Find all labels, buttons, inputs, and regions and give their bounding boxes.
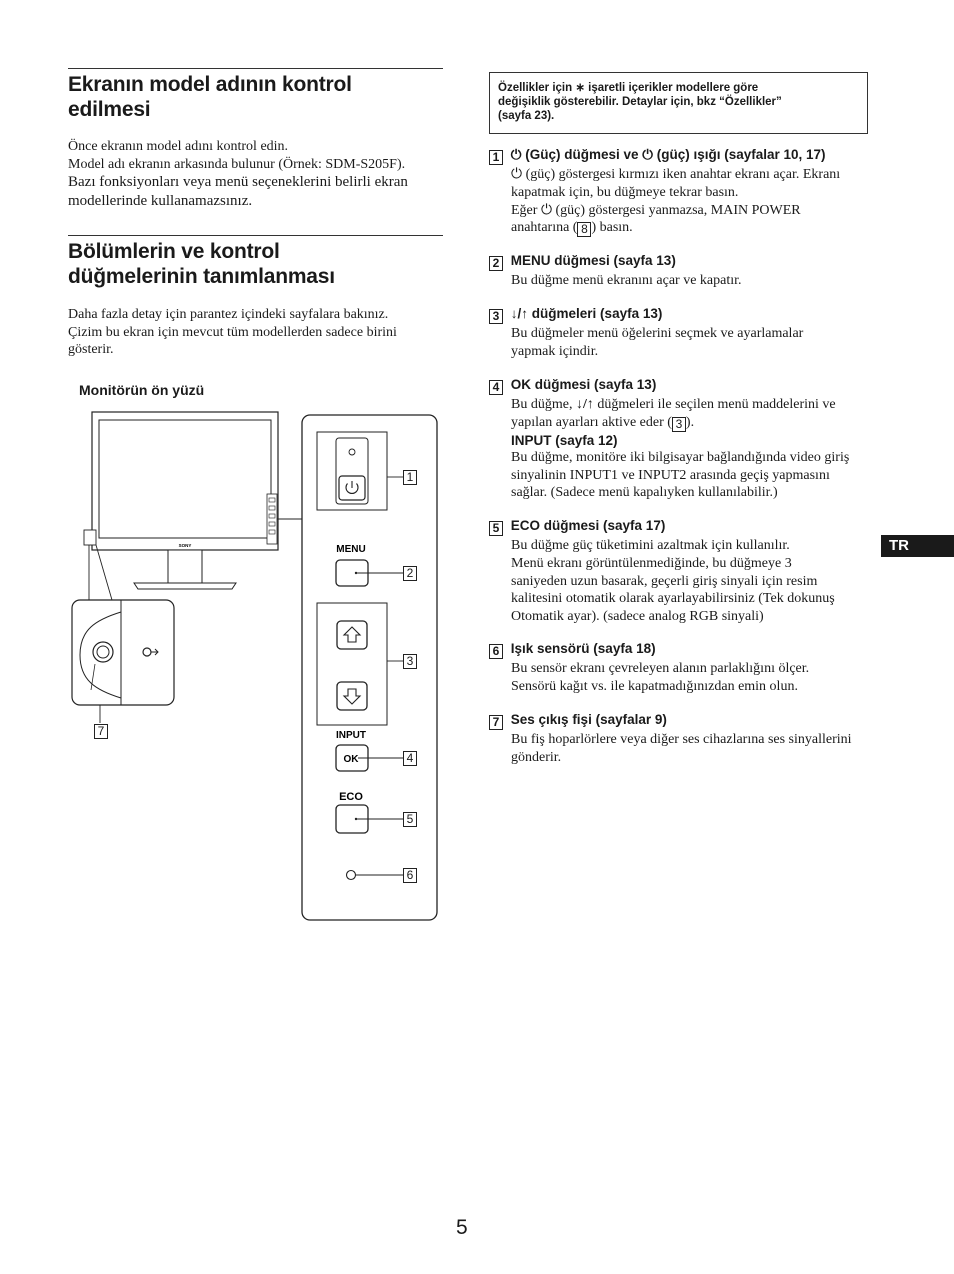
paragraph-line: modellerinde kullanamazsınız. [68,193,253,209]
ok-label: OK [343,754,359,765]
body-line: Bu düğme, monitöre iki bilgisayar bağlandığında video giriş [511,449,850,465]
body-text: düğmeleri ile seçilen menü maddelerini ve [597,397,836,412]
paragraph-line: gösterir. [68,342,114,357]
title-line: edilmesi [68,98,151,121]
item-number: 3 [489,309,503,324]
item-eco [489,517,869,626]
body-line: Bu düğme güç tüketimini azaltmak için kullanılır. [511,538,790,553]
title-part: MENU düğmesi (sayfa 13) [510,253,676,268]
item-body [489,272,869,290]
item-title [489,517,869,536]
page-number: 5 [456,1216,468,1239]
power-icon: ⏻ [510,147,522,162]
jack-detail-box [72,600,174,705]
title-part: OK düğmesi (sayfa 13) [510,377,657,392]
note-line: değişiklik gösterebilir. Detaylar için, bkz “Özellikler” [498,96,782,109]
body-line: Bu düğmeler menü öğelerini seçmek ve ayarlamalar [511,326,804,341]
body-line: Bu sensör ekranı çevreleyen alanın parlaklığını ölçer. [511,661,810,676]
title-part: ECO düğmesi (sayfa 17) [510,518,666,533]
title-line: düğmelerinin tanımlanması [68,265,335,288]
item-number: 6 [489,644,503,659]
body-line [511,166,869,184]
body-text: ) basın. [591,220,633,236]
item-ok [489,376,869,502]
section-rule-top [68,68,443,69]
section-rule-parts [68,235,443,236]
eco-label: ECO [339,791,363,803]
title-part: (Güç) düğmesi ve [525,147,639,162]
front-view-heading: Monitörün ön yüzü [79,382,205,398]
body-text: (güç) göstergesi yanmazsa, MAIN POWER [555,202,801,218]
body-line [511,396,869,414]
body-line: saniyeden uzun basarak, geçerli giriş sinyali için resim [511,573,818,589]
callout-1: 1 [403,470,417,485]
ref-number: 8 [577,222,591,237]
monitor-button-strip [267,494,277,544]
item-number: 4 [489,380,503,395]
body-text: anahtarına ( [511,220,578,236]
body-line: gönderir. [511,749,562,765]
item-arrows [489,305,869,361]
item-number: 2 [489,256,503,271]
body-line [511,219,869,237]
ref-number: 3 [672,417,686,432]
item-title [489,305,869,324]
power-icon: ⏻ [540,202,553,218]
body-text: ). [685,414,695,430]
item-title [489,711,869,730]
item-title [489,252,869,271]
body-line: Bu fiş hoparlörlere veya diğer ses cihazlarına ses sinyallerini [511,732,852,747]
body-line: sinyalinin INPUT1 ve INPUT2 arasında geçiş yapmasını [511,467,830,483]
title-line: Bölümlerin ve kontrol [68,240,280,263]
item-title [489,376,869,395]
body-text: Eğer [511,202,538,218]
title-part: Ses çıkış fişi (sayfalar 9) [510,712,667,727]
item-body [489,396,869,502]
input-label: INPUT [336,730,366,741]
monitor-front-diagram [60,405,450,925]
title-part: Işık sensörü (sayfa 18) [510,641,656,656]
body-line: sağlar. (Sadece menü kapalıyken kullanılabilir.) [511,485,778,501]
body-text: yapılan ayarları aktive eder ( [511,414,672,430]
callout-5: 5 [403,812,417,827]
item-power [489,146,869,237]
light-sensor-icon [347,871,356,880]
body-text: (güç) göstergesi kırmızı iken anahtar ekranı açar. Ekranı [525,167,841,182]
item-subtitle: INPUT (sayfa 12) [511,432,618,448]
paragraph-line: Önce ekranın model adını kontrol edin. [68,139,289,154]
arrow-icons: ↓/↑ [510,306,529,321]
body-line: kapatmak için, bu düğmeye tekrar basın. [511,184,739,200]
item-light-sensor [489,640,869,696]
item-title [489,146,869,165]
item-body [489,731,869,767]
monitor-screen [99,420,271,538]
paragraph-line: Bazı fonksiyonları veya menü seçeneklerini belirli ekran [68,174,408,190]
title-part: düğmeleri (sayfa 13) [531,306,663,321]
item-number: 1 [489,150,503,165]
power-icon: ⏻ [642,147,653,162]
section-title-parts [68,239,335,289]
paragraph-line: Çizim bu ekran için mevcut tüm modellerden sadece birini [68,324,397,340]
body-line [511,414,869,432]
body-line [511,202,869,220]
power-icon: ⏻ [511,167,523,182]
language-tab: TR [881,535,954,557]
parts-intro-text [68,306,448,359]
item-body [489,660,869,696]
body-line: Otomatik ayar). (sadece analog RGB sinyali) [511,609,764,625]
item-number: 7 [489,715,503,730]
note-line: (sayfa 23). [498,110,555,123]
section-title-model [68,72,352,122]
paragraph-line: Model adı ekranın arkasında bulunur (Örnek: SDM-S205F). [68,156,406,172]
callout-2: 2 [403,566,417,581]
callout-3: 3 [403,654,417,669]
title-part: (güç) ışığı (sayfalar 10, 17) [656,147,826,162]
body-line: Bu düğme menü ekranını açar ve kapatır. [511,273,742,288]
note-line: Özellikler için ∗ işaretli içerikler modellere göre [498,82,759,94]
item-title [489,640,869,659]
item-body [489,166,869,237]
models-note-box [489,72,868,134]
body-line: Menü ekranı görüntülenmediğinde, bu düğmeye 3 [511,555,792,571]
body-line: Sensörü kağıt vs. ile kapatmadığınızdan emin olun. [511,678,798,694]
body-line: yapmak içindir. [511,343,599,359]
body-text: Bu düğme, [511,397,573,412]
item-number: 5 [489,521,503,536]
arrow-icons: ↓/↑ [575,397,594,412]
callout-6: 6 [403,868,417,883]
model-check-text [68,138,448,211]
item-menu [489,252,869,290]
brand-logo: SONY [178,543,192,548]
menu-label: MENU [336,544,366,555]
title-line: Ekranın model adının kontrol [68,73,352,96]
item-body [489,325,869,361]
item-audio-jack [489,711,869,767]
body-line: kalitesini otomatik olarak ayarlayabilirsiniz (Tek dokunuş [511,591,835,607]
callout-7: 7 [94,724,108,739]
callout-4: 4 [403,751,417,766]
item-body [489,537,869,626]
paragraph-line: Daha fazla detay için parantez içindeki sayfalara bakınız. [68,307,389,322]
